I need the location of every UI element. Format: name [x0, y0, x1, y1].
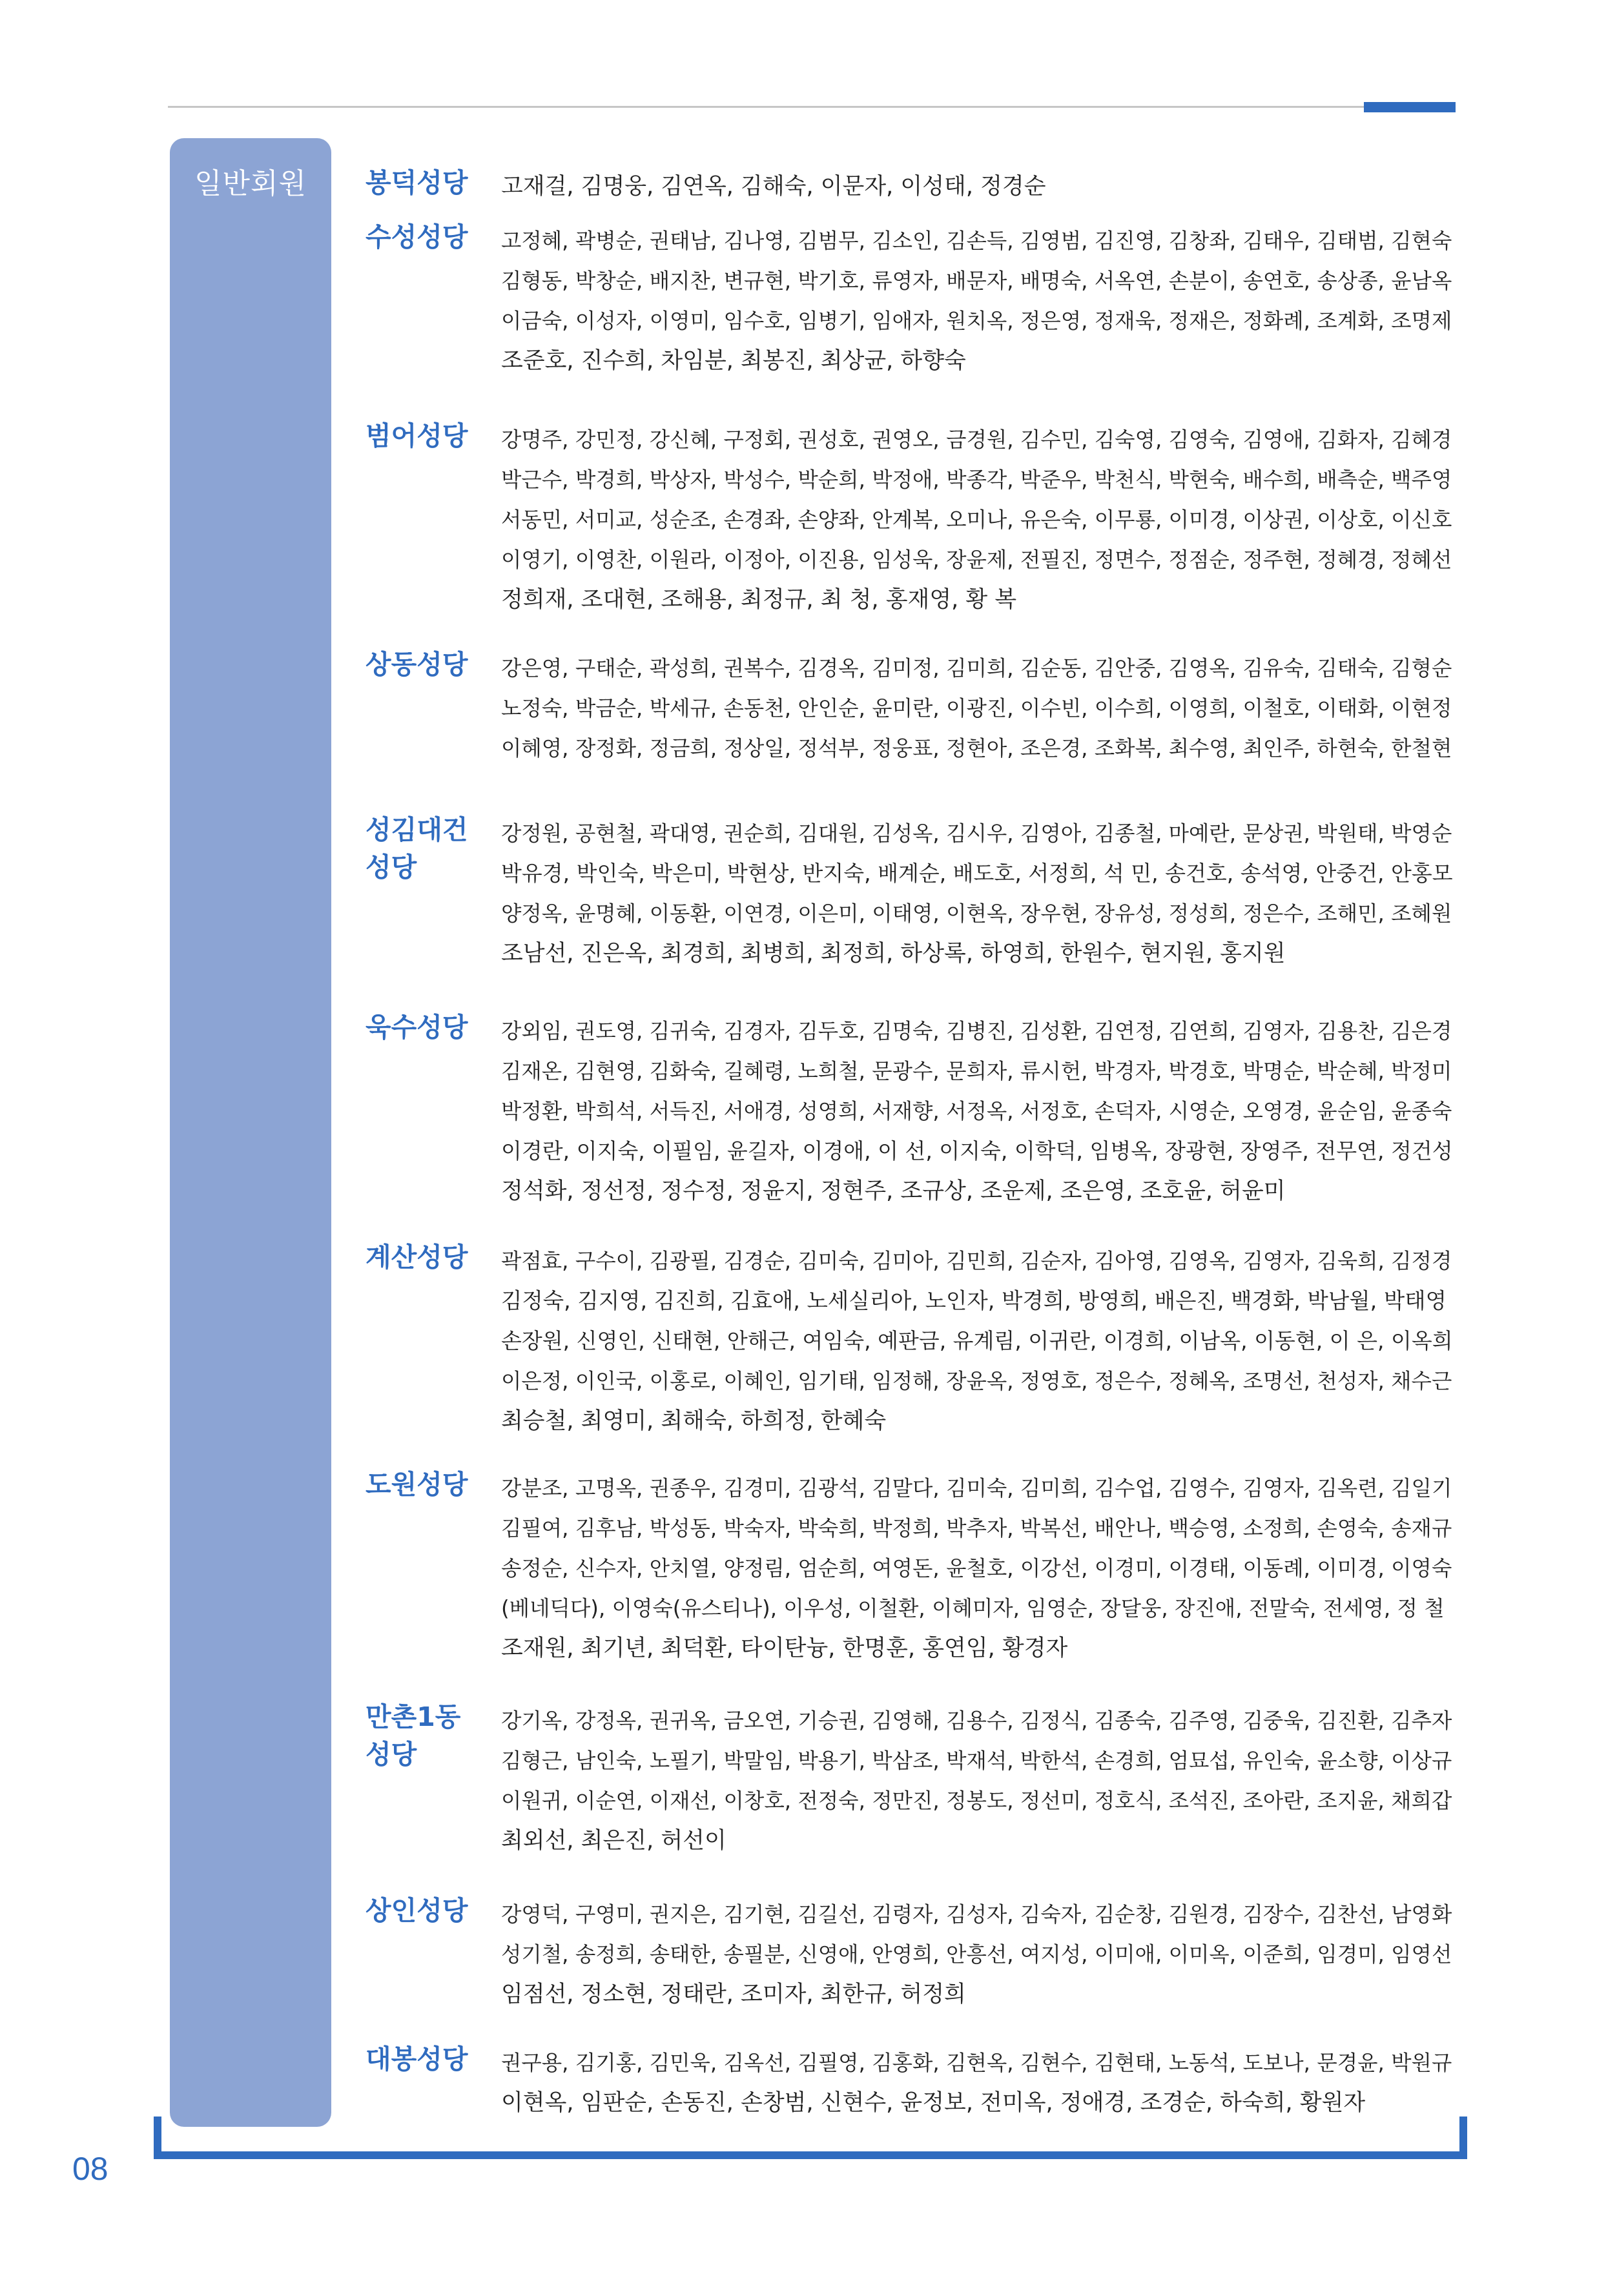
member-line: 이혜영, 장정화, 정금희, 정상일, 정석부, 정웅표, 정현아, 조은경, 조화복, 최수영, 최인주, 하현숙, 한철현 — [501, 736, 1452, 761]
member-line: 김형동, 박창순, 배지찬, 변규현, 박기호, 류영자, 배문자, 배명숙, 서옥연, 손분이, 송연호, 송상종, 윤남옥 — [501, 269, 1452, 293]
member-line: 이영기, 이영찬, 이원라, 이정아, 이진용, 임성욱, 장윤제, 전필진, 정면수, 정점순, 정주현, 정혜경, 정혜선 — [501, 548, 1452, 572]
member-line: 강정원, 공현철, 곽대영, 권순희, 김대원, 김성옥, 김시우, 김영아, 김종철, 마예란, 문상권, 박원태, 박영순 — [501, 821, 1452, 846]
parish-name — [366, 2040, 488, 2078]
parish-name — [366, 1238, 488, 1276]
member-line: 이현옥, 임판순, 손동진, 손창범, 신현수, 윤정보, 전미옥, 정애경, 조경순, 하숙희, 황원자 — [501, 2090, 1366, 2116]
member-line: 고재걸, 김명웅, 김연옥, 김해숙, 이문자, 이성태, 정경순 — [501, 174, 1046, 200]
parish-name-line: 성당 — [366, 852, 417, 883]
top-divider-line — [168, 106, 1450, 108]
member-line: 강영덕, 구영미, 권지은, 김기현, 김길선, 김령자, 김성자, 김숙자, 김순창, 김원경, 김장수, 김찬선, 남영화 — [501, 1902, 1452, 1927]
member-list — [501, 1701, 1457, 1861]
top-accent-bar — [1364, 102, 1456, 112]
member-line: 이원귀, 이순연, 이재선, 이창호, 전정숙, 정만진, 정봉도, 정선미, 정호식, 조석진, 조아란, 조지윤, 채희갑 — [501, 1789, 1452, 1813]
section-label: 일반회원 — [194, 167, 307, 200]
member-line: 강은영, 구태순, 곽성희, 권복수, 김경옥, 김미정, 김미희, 김순동, 김안중, 김영옥, 김유숙, 김태숙, 김형순 — [501, 656, 1452, 681]
parish-name — [366, 1466, 488, 1503]
member-line: 박근수, 박경희, 박상자, 박성수, 박순희, 박정애, 박종각, 박준우, 박천식, 박현숙, 배수희, 배측순, 백주영 — [501, 467, 1452, 492]
member-line: 이경란, 이지숙, 이필임, 윤길자, 이경애, 이 선, 이지숙, 이학덕, 임병옥, 장광현, 장영주, 전무연, 정건성 — [501, 1138, 1453, 1163]
member-list — [501, 648, 1457, 768]
parish-name — [366, 1009, 488, 1046]
member-line: 성기철, 송정희, 송태한, 송필분, 신영애, 안영희, 안흥선, 여지성, 이미애, 이미옥, 이준희, 임경미, 임영선 — [501, 1942, 1452, 1967]
member-line: 김정숙, 김지영, 김진희, 김효애, 노세실리아, 노인자, 박경희, 방영희, 배은진, 백경화, 박남월, 박태영 — [501, 1288, 1447, 1313]
parish-name-line: 계산성당 — [366, 1242, 468, 1273]
member-line: 최외선, 최은진, 허선이 — [501, 1828, 726, 1854]
parish-name-line: 성당 — [366, 1739, 417, 1770]
parish-name — [366, 811, 488, 886]
member-line: 송정순, 신수자, 안치열, 양정림, 엄순희, 여영돈, 윤철호, 이강선, 이경미, 이경태, 이동례, 이미경, 이영숙 — [501, 1556, 1452, 1581]
member-line: 임점선, 정소현, 정태란, 조미자, 최한규, 허정희 — [501, 1982, 966, 2007]
member-line: 강분조, 고명옥, 권종우, 김경미, 김광석, 김말다, 김미숙, 김미희, 김수업, 김영수, 김영자, 김옥련, 김일기 — [501, 1476, 1452, 1501]
member-list — [501, 221, 1457, 381]
parish-name — [366, 646, 488, 683]
member-line: 권구용, 김기홍, 김민욱, 김옥선, 김필영, 김홍화, 김현옥, 김현수, 김현태, 노동석, 도보나, 문경윤, 박원규 — [501, 2051, 1452, 2075]
parish-name-line: 만촌1동 — [366, 1701, 461, 1732]
parish-name-line: 범어성당 — [366, 420, 468, 451]
member-line: 고정혜, 곽병순, 권태남, 김나영, 김범무, 김소인, 김손득, 김영범, 김진영, 김창좌, 김태우, 김태범, 김현숙 — [501, 229, 1452, 253]
member-line: 김필여, 김후남, 박성동, 박숙자, 박숙희, 박정희, 박추자, 박복선, 배안나, 백승영, 소정희, 손영숙, 송재규 — [501, 1516, 1452, 1541]
member-line: 정희재, 조대현, 조해용, 최정규, 최 청, 홍재영, 황 복 — [501, 587, 1017, 613]
section-sidebar — [170, 138, 331, 2127]
member-line: 조준호, 진수희, 차임분, 최봉진, 최상균, 하향숙 — [501, 348, 966, 374]
parish-name — [366, 417, 488, 455]
page-number: 08 — [72, 2151, 108, 2187]
parish-name — [366, 1892, 488, 1929]
member-list — [501, 1241, 1457, 1441]
member-line: 조재원, 최기년, 최덕환, 타이탄늉, 한명훈, 홍연임, 황경자 — [501, 1635, 1068, 1661]
member-line: 노정숙, 박금순, 박세규, 손동천, 안인순, 윤미란, 이광진, 이수빈, 이수희, 이영희, 이철호, 이태화, 이현정 — [501, 696, 1452, 721]
member-list — [501, 2043, 1457, 2123]
member-line: (베네딕다), 이영숙(유스티나), 이우성, 이철환, 이혜미자, 임영순, 장달웅, 장진애, 전말숙, 전세영, 정 철 — [501, 1596, 1445, 1621]
member-line: 최승철, 최영미, 최해숙, 하희정, 한혜숙 — [501, 1408, 887, 1434]
member-line: 이은정, 이인국, 이홍로, 이혜인, 임기태, 임정해, 장윤옥, 정영호, 정은수, 정혜옥, 조명선, 천성자, 채수근 — [501, 1369, 1452, 1393]
member-line: 박유경, 박인숙, 박은미, 박현상, 반지숙, 배계순, 배도호, 서정희, 석 민, 송건호, 송석영, 안중건, 안홍모 — [501, 861, 1453, 886]
bottom-frame — [154, 2117, 1467, 2159]
member-line: 김재온, 김현영, 김화숙, 길혜령, 노희철, 문광수, 문희자, 류시헌, 박경자, 박경호, 박명순, 박순혜, 박정미 — [501, 1059, 1452, 1083]
parish-name-line: 수성성당 — [366, 221, 468, 252]
member-list — [501, 1468, 1457, 1668]
parish-name-line: 욱수성당 — [366, 1012, 468, 1043]
member-line: 손장원, 신영인, 신태현, 안해근, 여임숙, 예판금, 유계림, 이귀란, 이경희, 이남옥, 이동현, 이 은, 이옥희 — [501, 1328, 1453, 1353]
parish-name — [366, 1698, 488, 1773]
member-line: 강외임, 권도영, 김귀숙, 김경자, 김두호, 김명숙, 김병진, 김성환, 김연정, 김연희, 김영자, 김용찬, 김은경 — [501, 1019, 1452, 1043]
member-line: 곽점효, 구수이, 김광필, 김경순, 김미숙, 김미아, 김민희, 김순자, 김아영, 김영옥, 김영자, 김욱희, 김정경 — [501, 1249, 1452, 1273]
member-line: 정석화, 정선정, 정수정, 정윤지, 정현주, 조규상, 조운제, 조은영, 조호윤, 허윤미 — [501, 1178, 1286, 1204]
parish-name-line: 봉덕성당 — [366, 167, 468, 198]
parish-name-line: 상인성당 — [366, 1895, 468, 1926]
parish-name — [366, 164, 488, 201]
member-list — [501, 814, 1457, 974]
parish-name-line: 상동성당 — [366, 649, 468, 680]
member-list — [501, 167, 1457, 207]
member-line: 양정옥, 윤명혜, 이동환, 이연경, 이은미, 이태영, 이현옥, 장우현, 장유성, 정성희, 정은수, 조해민, 조혜원 — [501, 901, 1452, 926]
member-list — [501, 420, 1457, 620]
member-line: 박정환, 박희석, 서득진, 서애경, 성영희, 서재향, 서정옥, 서정호, 손덕자, 시영순, 오영경, 윤순임, 윤종숙 — [501, 1099, 1452, 1123]
member-line: 조남선, 진은옥, 최경희, 최병희, 최정희, 하상록, 하영희, 한원수, 현지원, 홍지원 — [501, 941, 1286, 967]
member-line: 강기옥, 강정옥, 권귀옥, 금오연, 기승권, 김영해, 김용수, 김정식, 김종숙, 김주영, 김중욱, 김진환, 김추자 — [501, 1708, 1452, 1733]
parish-name-line: 성김대건 — [366, 814, 468, 845]
member-line: 김형근, 남인숙, 노필기, 박말임, 박용기, 박삼조, 박재석, 박한석, 손경희, 엄묘섭, 유인숙, 윤소향, 이상규 — [501, 1748, 1452, 1773]
member-list — [501, 1011, 1457, 1211]
parish-name — [366, 218, 488, 256]
member-line: 서동민, 서미교, 성순조, 손경좌, 손양좌, 안계복, 오미나, 유은숙, 이무룡, 이미경, 이상권, 이상호, 이신호 — [501, 507, 1452, 532]
member-line: 강명주, 강민정, 강신혜, 구정회, 권성호, 권영오, 금경원, 김수민, 김숙영, 김영숙, 김영애, 김화자, 김혜경 — [501, 427, 1452, 452]
parish-name-line: 도원성당 — [366, 1469, 468, 1500]
member-line: 이금숙, 이성자, 이영미, 임수호, 임병기, 임애자, 원치옥, 정은영, 정재욱, 정재은, 정화례, 조계화, 조명제 — [501, 309, 1452, 333]
member-list — [501, 1894, 1457, 2014]
parish-name-line: 대봉성당 — [366, 2044, 468, 2075]
